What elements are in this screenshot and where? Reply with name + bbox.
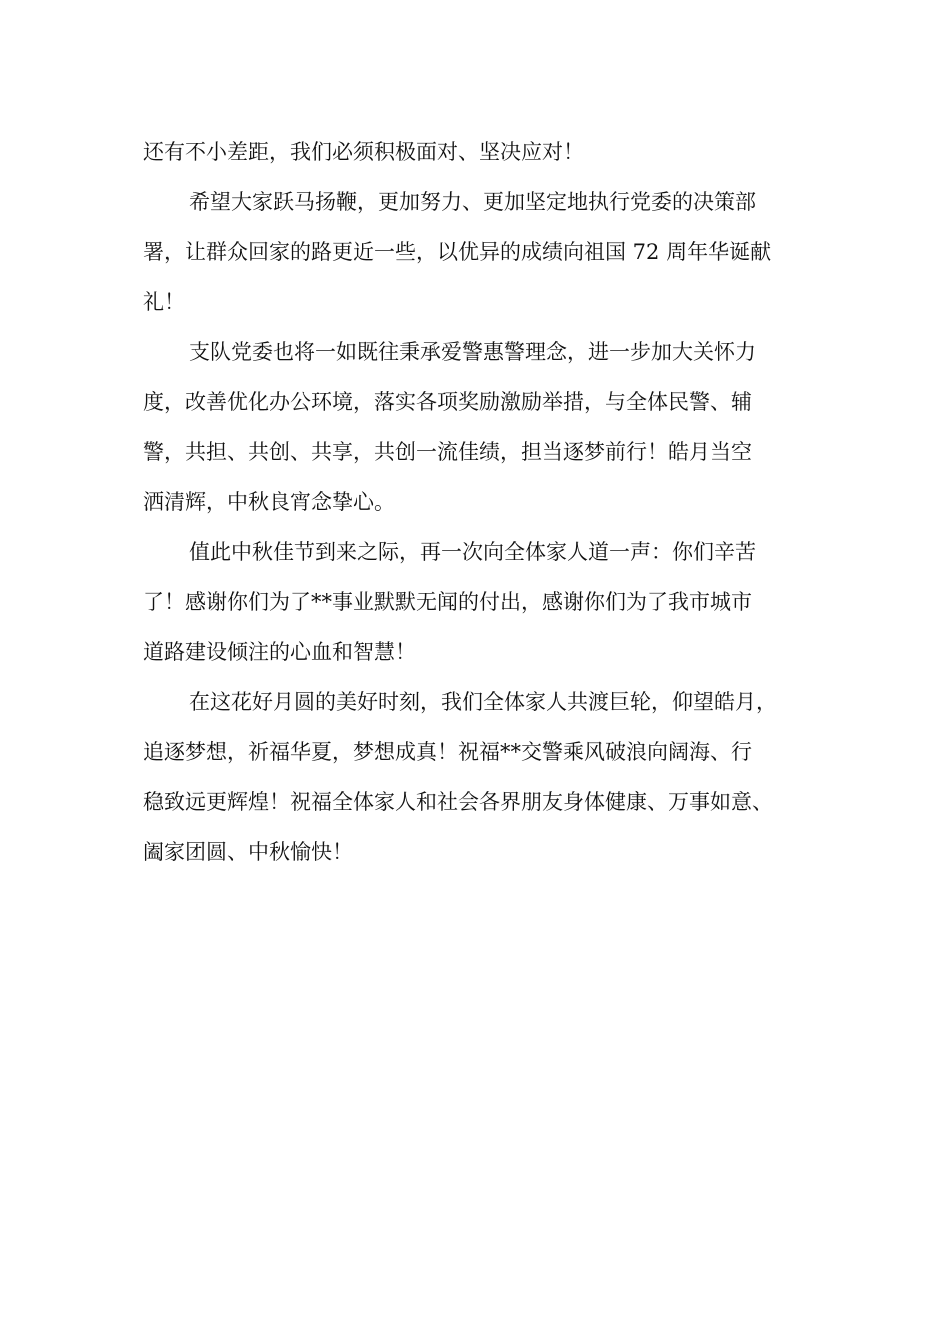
paragraph-4-line-4: 阖家团圆、中秋愉快！ (143, 840, 353, 864)
paragraph-4-line-1: 在这花好月圆的美好时刻，我们全体家人共渡巨轮，仰望皓月， (189, 690, 777, 714)
paragraph-1-line-2: 署，让群众回家的路更近一些，以优异的成绩向祖国 72 周年华诞献 (143, 240, 772, 264)
paragraph-2-line-4: 洒清辉，中秋良宵念挚心。 (143, 490, 395, 514)
paragraph-2-line-1: 支队党委也将一如既往秉承爱警惠警理念，进一步加大关怀力 (189, 340, 756, 364)
paragraph-4-line-3: 稳致远更辉煌！祝福全体家人和社会各界朋友身体健康、万事如意、 (143, 790, 773, 814)
paragraph-3-line-1: 值此中秋佳节到来之际，再一次向全体家人道一声：你们辛苦 (189, 540, 756, 564)
paragraph-2-line-2: 度，改善优化办公环境，落实各项奖励激励举措，与全体民警、辅 (143, 390, 752, 414)
paragraph-4-line-2: 追逐梦想，祈福华夏，梦想成真！祝福**交警乘风破浪向阔海、行 (143, 740, 752, 764)
paragraph-1-line-3: 礼！ (143, 290, 185, 314)
paragraph-3-line-2: 了！感谢你们为了**事业默默无闻的付出，感谢你们为了我市城市 (143, 590, 752, 614)
text-line-continuation: 还有不小差距，我们必须积极面对、坚决应对！ (143, 140, 584, 164)
document-body (143, 127, 831, 877)
paragraph-2-line-3: 警，共担、共创、共享，共创一流佳绩，担当逐梦前行！皓月当空 (143, 440, 752, 464)
paragraph-3-line-3: 道路建设倾注的心血和智慧！ (143, 640, 416, 664)
paragraph-1-line-1: 希望大家跃马扬鞭，更加努力、更加坚定地执行党委的决策部 (189, 190, 756, 214)
